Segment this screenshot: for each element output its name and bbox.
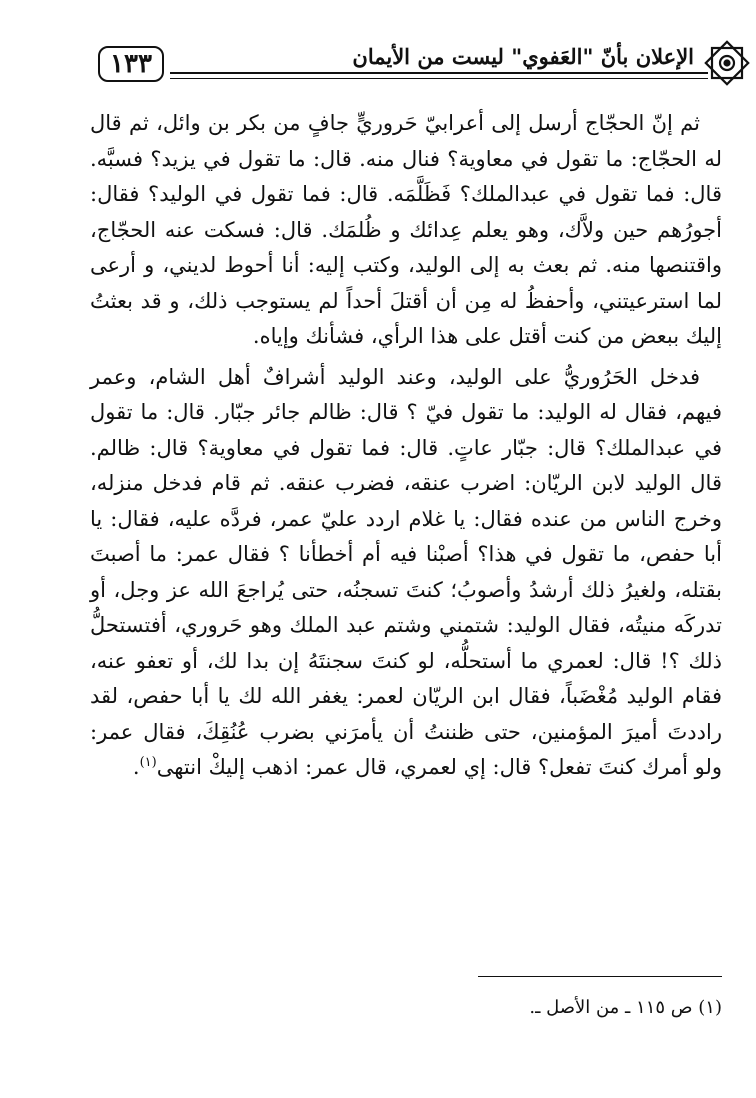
page-number: ١٣٣ [98, 46, 164, 82]
paragraph: ثم إنّ الحجّاج أرسل إلى أعرابيّ حَروريٍّ جافٍ من بكر بن وائل، ثم قال له الحجّاج: ما تقول في معاوية؟ فنال منه. قال: ما تقول في يزيد؟ فسبَّه. قال: فما تقول في عبدالملك؟ فَظَلَّمَه. قال: فما تقول في الوليد؟ فقال: أجورُهم حين ولاَّك، وهو يعلم عِدائك و ظُلمَك. قال: فسكت عنه الحجّاج، واقتنصها منه. ثم بعث به إلى الوليد، وكتب إليه: أنا أحوط لديني، و أرعى لما استرعيتني، وأحفظُ له مِن أن أقتلَ أحداً لم يستوجب ذلك، و قد بعثتُ إليك ببعض من كنت أقتل على هذا الرأي، فشأنك وإياه. [90, 111, 722, 348]
paragraph [90, 360, 722, 786]
final-period: . [132, 755, 140, 779]
octagram-ornament-icon [702, 38, 752, 88]
footnote: (١) ص ١١٥ ـ من الأصل ـ. [529, 997, 722, 1018]
running-title: الإعلان بأنّ "العَفوي" ليست من الأيمان [352, 44, 694, 69]
footnote-marker: (١) [139, 755, 157, 770]
header-rule-thin [170, 78, 708, 79]
footnote-separator [478, 976, 722, 977]
page-header [98, 38, 738, 90]
header-rule [170, 72, 708, 74]
paragraph-text: فدخل الحَرُوريُّ على الوليد، وعند الوليد أشرافٌ أهل الشام، وعمر فيهم، فقال له الوليد: ما تقول فيّ ؟ قال: ظالم جائر جبّار. قال: ما تقول في عبدالملك؟ قال: جبّار عاتٍ. قال: فما تقول في معاوية؟ قال: ظالم. قال الوليد لابن الريّان: اضرب عنقه، فضرب عنقه. ثم قام فدخل منزله، وخرج الناس من عنده فقال: يا غلام اردد عليّ عمر، فردَّه عليه، فقال: يا أبا حفص، ما تقول في هذا؟ أصبْنا فيه أم أخطأنا ؟ فقال عمر: ما أصبتَ بقتله، ولغيرُ ذلك أرشدُ وأصوبُ؛ كنتَ تسجنُه، حتى يُراجعَ الله عز وجل، أو تدركَه منيتُه، فقال الوليد: شتمني وشتم عبد الملك وهو حَروري، أفتستحلُّ ذلك ؟! قال: لعمري ما أستحلُّه، لو كنتَ سجنتَهُ إن بدا لك، أو تعفو عنه، فقام الوليد مُغْضَباً، فقال ابن الريّان لعمر: يغفر الله لك يا أبا حفص، لقد راددتَ أميرَ المؤمنين، حتى ظننتُ أن يأمرَني بضرب عُنُقِكَ، فقال عمر: ولو أمرك كنتَ تفعل؟ قال: إي لعمري، قال عمر: اذهب إليكْ انتهى [90, 364, 722, 779]
body-text [90, 106, 722, 791]
